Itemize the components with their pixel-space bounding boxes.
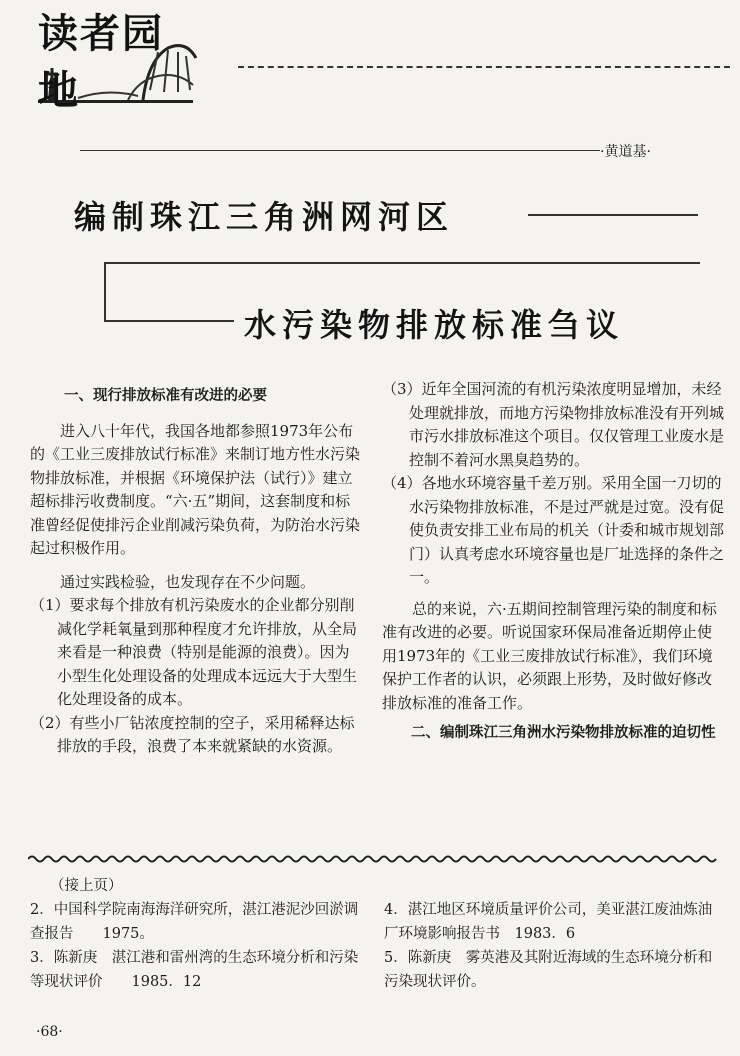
paragraph-2: 通过实践检验，也发现存在不少问题。 [60, 572, 316, 591]
footnote-ref-2: 2．中国科学院南海海洋研究所，湛江港泥沙回淤调查报告 1975。 [30, 902, 359, 942]
page-number: ·68· [36, 1024, 63, 1040]
header-dashed-rule [238, 66, 730, 68]
author-name: ·黄道基· [600, 144, 651, 160]
list-item-2: （2）有些小厂钻浓度控制的空子，采用稀释达标排放的手段，浪费了本来就紧缺的水资源。 [30, 713, 355, 755]
column-logo [18, 0, 198, 112]
title-rule [528, 214, 698, 216]
section2-heading: 二、编制珠江三角洲水污染物排放标准的迫切性 [411, 724, 716, 741]
section1-heading: 一、现行排放标准有改进的必要 [64, 387, 267, 404]
footnote-ref-4: 4．湛江地区环境质量评价公司，美亚湛江废油炼油厂环境影响报告书 1983．6 [384, 902, 713, 942]
paragraph-summary: 总的来说，六·五期间控制管理污染的制度和标准有改进的必要。听说国家环保局准备近期停止使用1973年的《工业三废排放试行标准》，我们环境保护工作者的认识，必须跟上形势，及时做好修改排放标准的准备工作。 [382, 599, 717, 712]
right-column [382, 378, 724, 745]
footnotes-right [384, 898, 714, 994]
footnotes-left [30, 874, 370, 994]
list-item-4: （4）各地水环境容量千差万别。采用全国一刀切的水污染物排放标准，不是过严就是过宽。没有促使负责安排工业布局的机关（计委和城市规划部门）认真考虑水环境容量也是厂址选择的条件之一。 [382, 474, 725, 586]
article-title-line2: 水污染物排放标准刍议 [244, 306, 625, 344]
footnote-divider [28, 854, 720, 864]
footnote-ref-3: 3．陈新庚 湛江港和雷州湾的生态环境分析和污染等现状评价 1985．12 [30, 950, 359, 990]
author-rule [80, 150, 600, 151]
list-item-1: （1）要求每个排放有机污染废水的企业都分别削减化学耗氧量到那种程度才允许排放，从全局来看是一种浪费（特别是能源的浪费）。因为小型生化处理设备的处理成本远远大于大型生化处理设备的成本。 [30, 596, 358, 708]
title-frame-rule [104, 320, 234, 322]
column-logo-text: 读者园地 [38, 10, 164, 114]
article-title-line1: 编制珠江三角洲网河区 [74, 198, 455, 236]
list-item-3: （3）近年全国河流的有机污染浓度明显增加，未经处理就排放，而地方污染物排放标准没有开列城市污水排放标准这个项目。仅仅管理工业废水是控制不着河水黑臭趋势的。 [382, 380, 725, 469]
left-column [30, 384, 360, 759]
footnote-ref-5: 5．陈新庚 雾英港及其附近海域的生态环境分析和污染现状评价。 [384, 950, 713, 990]
paragraph-1: 进入八十年代，我国各地都参照1973年公布的《工业三废排放试行标准》来制订地方性水污染物排放标准，并根据《环境保护法（试行）》建立超标排污收费制度。“六·五”期间，这套制度和标准曾经促使排污企业削减污染负荷，为防治水污染起过积极作用。 [30, 421, 361, 557]
footnote-continued: （接上页） [50, 878, 123, 894]
